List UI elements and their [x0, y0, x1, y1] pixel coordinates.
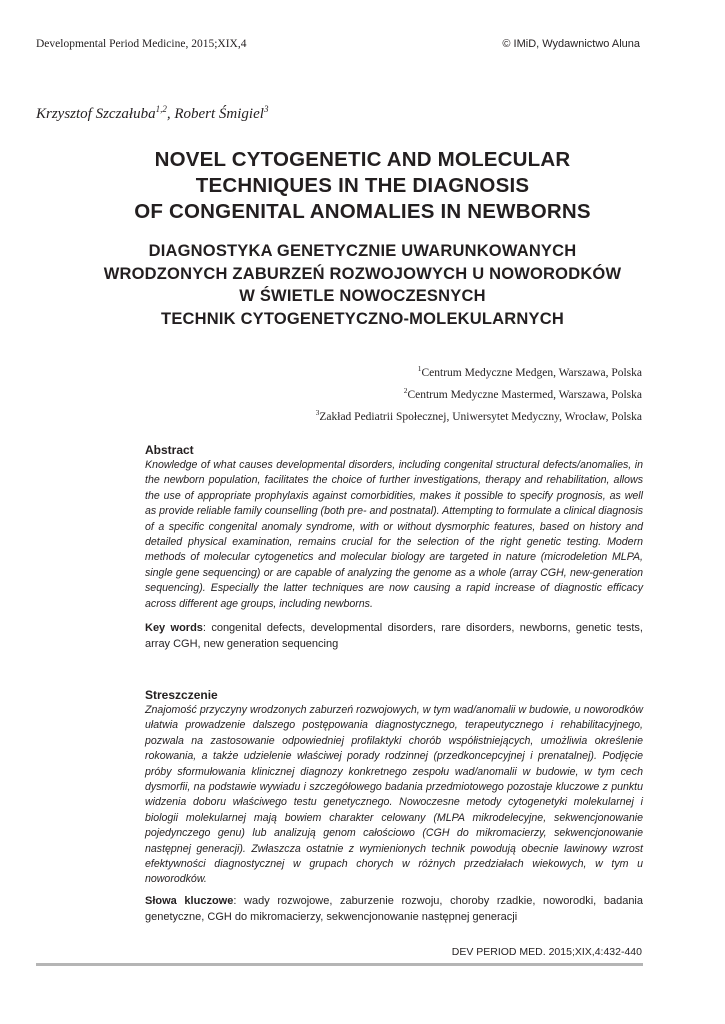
title-line: W ŚWIETLE NOWOCZESNYCH: [239, 287, 486, 305]
affiliation-line: [316, 382, 642, 404]
title-line: TECHNIK CYTOGENETYCZNO-MOLEKULARNYCH: [161, 309, 564, 328]
author-list: [36, 104, 268, 123]
slowa-kluczowe: [145, 893, 643, 925]
affiliation-number: 3: [315, 407, 320, 417]
title-line: OF CONGENITAL ANOMALIES IN NEWBORNS: [134, 200, 591, 223]
author-affiliation-mark: 3: [263, 104, 269, 114]
affiliation-text: Centrum Medyczne Mastermed, Warszawa, Polska: [407, 388, 642, 401]
english-title: [40, 147, 685, 225]
copyright-header: © IMiD, Wydawnictwo Aluna: [502, 38, 640, 50]
affiliation-text: Zakład Pediatrii Społecznej, Uniwersytet Medyczny, Wrocław, Polska: [319, 410, 642, 423]
affiliation-number: 1: [417, 364, 422, 373]
title-line: DIAGNOSTYKA GENETYCZNIE UWARUNKOWANYCH: [148, 242, 577, 260]
journal-header: Developmental Period Medicine, 2015;XIX,4: [36, 38, 247, 50]
abstract-heading: Abstract: [145, 443, 194, 457]
slowa-kluczowe-text: : wady rozwojowe, zaburzenie rozwoju, choroby rzadkie, noworodki, badania genetyczne, CGH do mikromacierzy, sekwencjonowanie następnej generacji: [145, 895, 643, 923]
affiliation-text: Centrum Medyczne Medgen, Warszawa, Polska: [421, 366, 642, 379]
keywords-text: : congenital defects, developmental disorders, rare disorders, newborns, genetic tests, array CGH, new generation sequencing: [145, 622, 643, 650]
author-separator: ,: [166, 106, 175, 122]
keywords: [145, 620, 643, 652]
polish-title: [40, 240, 685, 330]
slowa-kluczowe-label: Słowa kluczowe: [145, 895, 234, 907]
title-line: WRODZONYCH ZABURZEŃ ROZWOJOWYCH U NOWORODKÓW: [103, 264, 622, 283]
affiliations: [316, 360, 642, 425]
footer-rule: [36, 963, 643, 966]
citation-footer: DEV PERIOD MED. 2015;XIX,4:432-440: [451, 946, 642, 958]
title-line: TECHNIQUES IN THE DIAGNOSIS: [195, 174, 530, 197]
author-name: Robert Śmigiel: [174, 106, 264, 122]
abstract-section: [145, 443, 643, 612]
title-line: NOVEL CYTOGENETIC AND MOLECULAR: [154, 148, 571, 171]
streszczenie-section: [145, 688, 643, 888]
abstract-body: Knowledge of what causes developmental disorders, including congenital structural defects/anomalies, in the newborn population, facilitates the choice of further investigations, therapy and rehabilitation, allows the use of appropriate prophylaxis against comorbidities, makes it possible to specify prognosis, as well as provide reliable family counselling (both pre- and postnatal). Attempting to formulate a clinical diagnosis of a specific congenital anomaly syndrome, with or without dysmorphic features, based on history and detailed physical examination, remains crucial for the selection of the right genetic testing. Modern methods of molecular cytogenetics and molecular biology are targeted in nature (microdeletion MLPA, single gene sequencing) or are capable of analyzing the genome as a whole (array CGH, new-generation sequencing). Especially the latter techniques are now causing a rapid increase of diagnostic efficacy across different age groups, including newborns.: [145, 459, 643, 610]
streszczenie-heading: Streszczenie: [145, 688, 218, 702]
affiliation-line: [316, 360, 642, 382]
streszczenie-body: Znajomość przyczyny wrodzonych zaburzeń rozwojowych, w tym wad/anomalii w budowie, u noworodków ułatwia prowadzenie dalszego postępowania diagnostycznego, terapeutycznego i rehabilitacyjnego, pozwala na zastosowanie odpowiedniej profilaktyki chorób współistniejących, umożliwia określenie rokowania, a także udzielenie właściwej porady rodzinnej (przedkoncepcyjnej i prenatalnej). Podjęcie próby sformułowania klinicznej diagnozy konkretnego zespołu wad/anomalii w budowie, w tym cech dysmorfii, na podstawie wywiadu i szczegółowego badania przedmiotowego pozostaje kluczowe z punktu widzenia doboru właściwego testu genetycznego. Nowoczesne metody cytogenetyki molekularnej i biologii molekularnej mają bowiem charakter celowany (MLPA mikrodelecyjne, sekwencjonowanie pojedynczego genu) lub analizują genom całościowo (CGH do mikromacierzy, sekwencjonowanie następnej generacji). Zwłaszcza ostatnie z wymienionych technik powodują obecnie lawinowy wzrost efektywności diagnostycznej w grupach chorych w różnych przedziałach wiekowych, w tym u noworodków.: [145, 704, 643, 886]
affiliation-number: 2: [403, 385, 408, 395]
affiliation-line: [316, 404, 642, 426]
author-name: Krzysztof Szczałuba: [36, 106, 156, 122]
keywords-label: Key words: [145, 622, 203, 634]
author-affiliation-mark: 1,2: [155, 104, 167, 114]
